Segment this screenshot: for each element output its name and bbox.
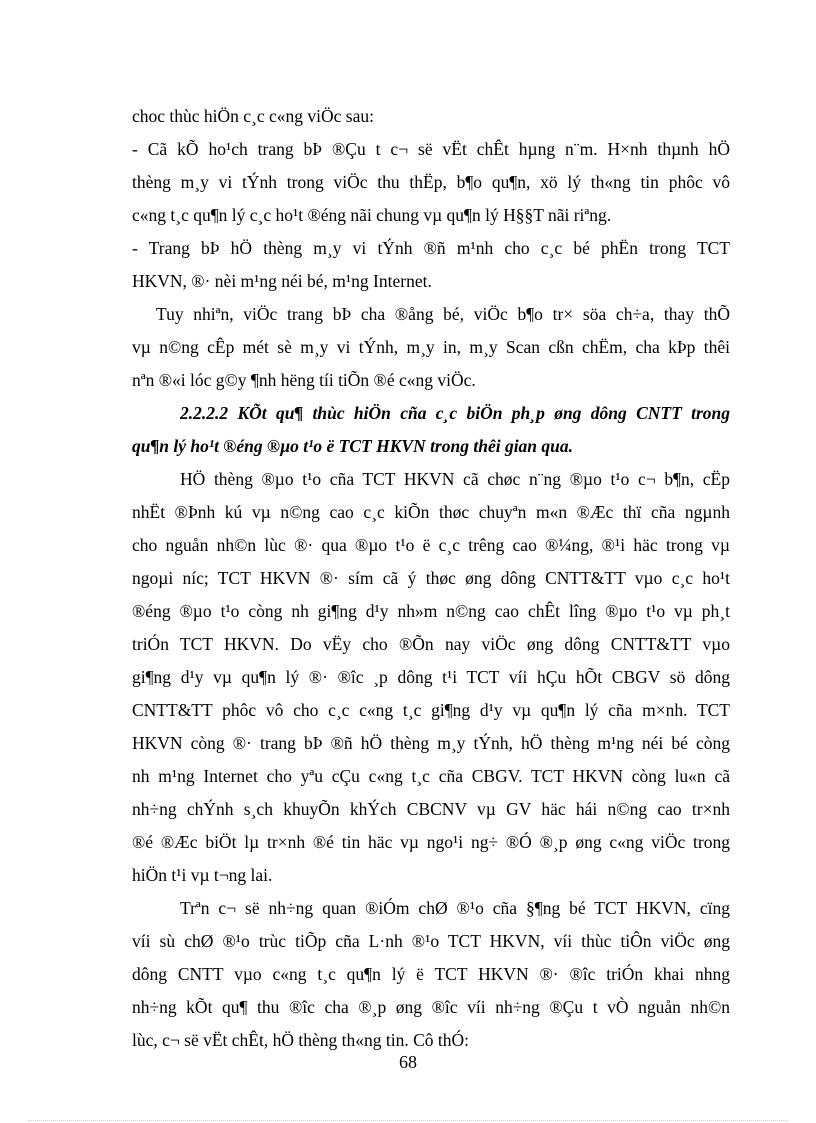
text-line: triÓn TCT HKVN. Do vËy cho ®Õn nay viÖc øng dông CNTT&TT vµo — [132, 634, 730, 654]
section-heading: 2.2.2.2 KÕt qu¶ thùc hiÖn cña c¸c biÖn ph¸p øng dông CNTT trong — [180, 403, 730, 423]
body-text — [132, 100, 730, 1057]
text-line: nh÷ng kÕt qu¶ thu ®îc cha ®¸p øng ®îc víi nh÷ng ®Çu t vÒ nguån nh©n — [132, 997, 730, 1017]
text-line: lùc, c¬ së vËt chÊt, hÖ thèng th«ng tin. Cô thÓ: — [132, 1030, 469, 1050]
text-line: CNTT&TT phôc vô cho c¸c c«ng t¸c gi¶ng d¹y vµ qu¶n lý cña m×nh. TCT — [132, 700, 730, 720]
text-line: nªn ®«i lóc g©y ¶nh hëng tíi tiÕn ®é c«ng viÖc. — [132, 370, 476, 390]
text-line: nh m¹ng Internet cho yªu cÇu c«ng t¸c cña CBGV. TCT HKVN còng lu«n cã — [132, 766, 730, 786]
text-line: choc thùc hiÖn c¸c c«ng viÖc sau: — [132, 106, 375, 126]
text-line: víi sù chØ ®¹o trùc tiÕp cña L·nh ®¹o TCT HKVN, víi thùc tiÔn viÖc øng — [132, 931, 730, 951]
text-line: HÖ thèng ®µo t¹o cña TCT HKVN cã chøc n¨ng ®µo t¹o c¬ b¶n, cËp — [180, 469, 730, 489]
text-line: ngoµi níc; TCT HKVN ®· sím cã ý thøc øng dông CNTT&TT vµo c¸c ho¹t — [132, 568, 730, 588]
text-line: ®éng ®µo t¹o còng nh gi¶ng d¹y nh»m n©ng cao chÊt lîng ®µo t¹o vµ ph¸t — [132, 601, 730, 621]
text-line: HKVN, ®· nèi m¹ng néi bé, m¹ng Internet. — [132, 271, 432, 291]
text-line: dông CNTT vµo c«ng t¸c qu¶n lý ë TCT HKVN ®· ®îc triÓn khai nhng — [132, 964, 730, 984]
section-heading: qu¶n lý ho¹t ®éng ®µo t¹o ë TCT HKVN trong thêi gian qua. — [132, 436, 574, 456]
text-line: thèng m¸y vi tÝnh trong viÖc thu thËp, b¶o qu¶n, xö lý th«ng tin phôc vô — [132, 172, 730, 192]
text-line: - Trang bÞ hÖ thèng m¸y vi tÝnh ®ñ m¹nh cho c¸c bé phËn trong TCT — [132, 238, 730, 258]
text-line: vµ n©ng cÊp mét sè m¸y vi tÝnh, m¸y in, m¸y Scan cßn chËm, cha kÞp thêi — [132, 337, 730, 357]
page-number: 68 — [399, 1052, 417, 1072]
text-line: nh÷ng chÝnh s¸ch khuyÕn khÝch CBCNV vµ GV häc hái n©ng cao tr×nh — [132, 799, 730, 819]
text-line: Trªn c¬ së nh÷ng quan ®iÓm chØ ®¹o cña §¶ng bé TCT HKVN, cïng — [180, 898, 730, 918]
text-line: hiÖn t¹i vµ t¬ng lai. — [132, 865, 273, 885]
text-line: ®é ®Æc biÖt lµ tr×nh ®é tin häc vµ ngo¹i ng÷ ®Ó ®¸p øng c«ng viÖc trong — [132, 832, 730, 852]
text-line: nhËt ®Þnh kú vµ n©ng cao c¸c kiÕn thøc chuyªn m«n ®Æc thï cña ngµnh — [132, 502, 730, 522]
text-line: HKVN còng ®· trang bÞ ®ñ hÖ thèng m¸y tÝnh, hÖ thèng m¹ng néi bé còng — [132, 733, 730, 753]
text-line: - Cã kÕ ho¹ch trang bÞ ®Çu t c¬ së vËt chÊt hµng n¨m. H×nh thµnh hÖ — [132, 139, 730, 159]
text-line: gi¶ng d¹y vµ qu¶n lý ®· ®îc ¸p dông t¹i TCT víi hÇu hÕt CBGV sö dông — [132, 667, 730, 687]
page-bottom-divider — [28, 1120, 788, 1121]
text-line: cho nguån nh©n lùc ®· qua ®µo t¹o ë c¸c trêng cao ®¼ng, ®¹i häc trong vµ — [132, 535, 730, 555]
text-line: c«ng t¸c qu¶n lý c¸c ho¹t ®éng nãi chung vµ qu¶n lý H§§T nãi riªng. — [132, 205, 612, 225]
text-line: Tuy nhiªn, viÖc trang bÞ cha ®ång bé, viÖc b¶o tr× söa ch÷a, thay thÕ — [156, 304, 730, 324]
